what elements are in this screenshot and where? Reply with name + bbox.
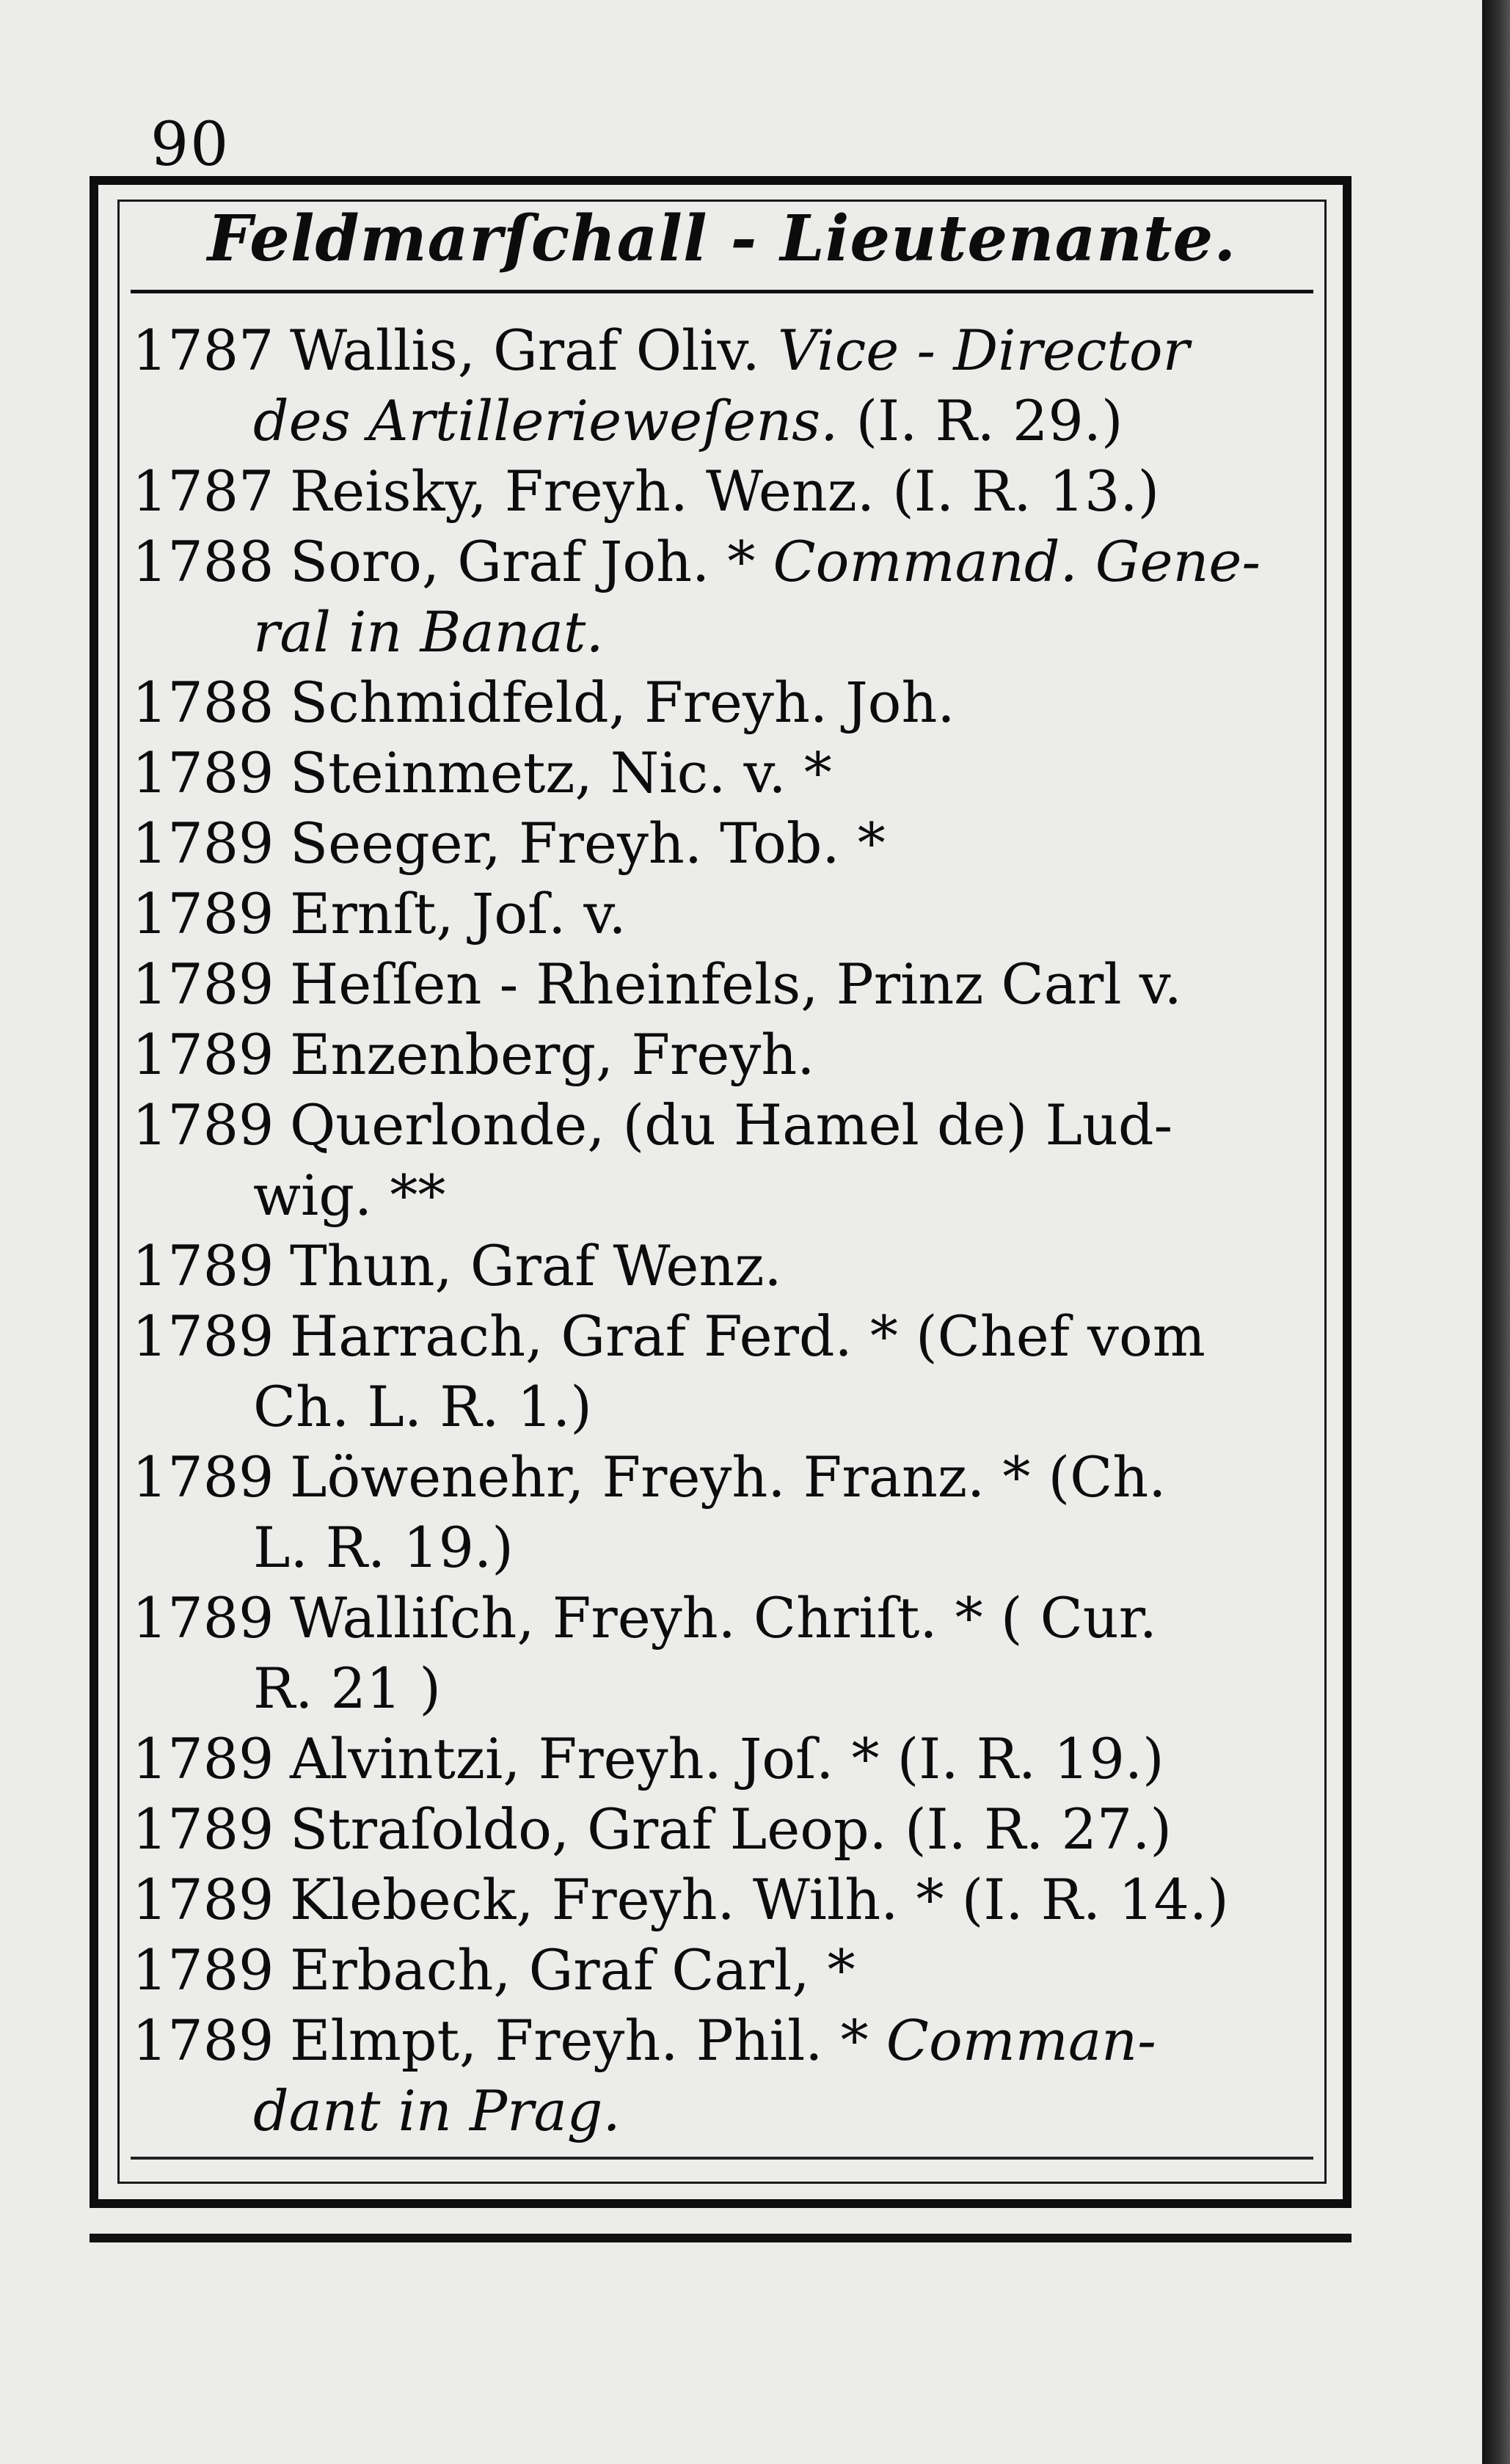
- list-item: [132, 1794, 1335, 1865]
- entry-year: 1789: [132, 1304, 274, 1369]
- entry-text: Elmpt, Freyh. Phil. *: [290, 2008, 869, 2073]
- entry-continuation: L. R. 19.): [253, 1515, 514, 1580]
- entry-text: Soro, Graf Joh. *: [290, 529, 756, 594]
- list-item: [132, 456, 1335, 527]
- entry-continuation-tail: (I. R. 29.): [856, 388, 1123, 453]
- entry-continuation: R. 21 ): [253, 1656, 442, 1721]
- entry-year: 1789: [132, 1585, 274, 1650]
- entry-continuation: ral in Banat.: [253, 599, 604, 665]
- entry-year: 1789: [132, 1937, 274, 2003]
- entry-year: 1789: [132, 1796, 274, 1862]
- entry-year: 1788: [132, 529, 274, 594]
- entry-title: Comman-: [886, 2008, 1156, 2073]
- entry-continuation: dant in Prag.: [253, 2078, 621, 2143]
- entry-year: 1787: [132, 318, 274, 383]
- entry-text: Alvintzi, Freyh. Joſ. * (I. R. 19.): [290, 1726, 1164, 1791]
- entry-continuation: wig. **: [253, 1163, 446, 1228]
- entry-year: 1788: [132, 670, 274, 735]
- page-edge-shadow: [1482, 0, 1510, 2464]
- entry-year: 1789: [132, 1092, 274, 1158]
- entry-text: Steinmetz, Nic. v. *: [290, 740, 832, 805]
- entry-text: Thun, Graf Wenz.: [290, 1233, 782, 1298]
- entry-year: 1789: [132, 1867, 274, 1932]
- list-item: [132, 668, 1335, 738]
- entry-text: Walliſch, Freyh. Chriſt. * ( Cur.: [290, 1585, 1157, 1650]
- entry-text: Schmidfeld, Freyh. Joh.: [290, 670, 955, 735]
- entry-title: Vice - Director: [777, 318, 1190, 383]
- entry-continuation: Ch. L. R. 1.): [253, 1374, 592, 1439]
- entry-text: Harrach, Graf Ferd. * (Chef vom: [290, 1304, 1206, 1369]
- entry-text: Reisky, Freyh. Wenz. (I. R. 13.): [290, 458, 1160, 524]
- list-item: [132, 1020, 1335, 1090]
- list-item: [132, 879, 1335, 949]
- entry-year: 1789: [132, 740, 274, 805]
- entry-year: 1789: [132, 1233, 274, 1298]
- entry-year: 1789: [132, 811, 274, 876]
- entry-year: 1789: [132, 1444, 274, 1510]
- list-item: [132, 1724, 1335, 1794]
- list-item: [132, 808, 1335, 879]
- entry-text: Löwenehr, Freyh. Franz. * (Ch.: [290, 1444, 1167, 1510]
- entry-year: 1789: [132, 2008, 274, 2073]
- entry-text: Straſoldo, Graf Leop. (I. R. 27.): [290, 1796, 1172, 1862]
- entry-year: 1789: [132, 1726, 274, 1791]
- list-item: [132, 1865, 1335, 1935]
- base-band: [90, 2234, 1352, 2242]
- entry-year: 1789: [132, 1022, 274, 1087]
- list-item: [132, 1935, 1335, 2006]
- list-item: [132, 1090, 1335, 1231]
- list-item: [132, 1301, 1335, 1442]
- list-item: [132, 527, 1335, 668]
- entry-list: [132, 315, 1335, 2146]
- entry-text: Seeger, Freyh. Tob. *: [290, 811, 886, 876]
- list-item: [132, 1583, 1335, 1724]
- entry-text: Enzenberg, Freyh.: [290, 1022, 815, 1087]
- list-item: [132, 1231, 1335, 1301]
- entry-continuation: des Artillerieweſens.: [253, 388, 839, 453]
- entry-year: 1789: [132, 951, 274, 1017]
- page-number: 90: [150, 110, 230, 180]
- entry-year: 1789: [132, 881, 274, 946]
- list-item: [132, 738, 1335, 808]
- header-rule: [131, 290, 1313, 293]
- entry-text: Heſſen - Rheinfels, Prinz Carl v.: [290, 951, 1182, 1017]
- entry-text: Ernſt, Joſ. v.: [290, 881, 627, 946]
- footer-rule: [131, 2157, 1313, 2160]
- entry-text: Erbach, Graf Carl, *: [290, 1937, 856, 2003]
- section-title: Feldmarſchall - Lieutenante.: [207, 202, 1237, 276]
- list-item: [132, 949, 1335, 1020]
- entry-text: Wallis, Graf Oliv.: [290, 318, 760, 383]
- list-item: [132, 315, 1335, 456]
- list-item: [132, 1442, 1335, 1583]
- entry-text: Klebeck, Freyh. Wilh. * (I. R. 14.): [290, 1867, 1229, 1932]
- list-item: [132, 2006, 1335, 2146]
- entry-title: Command. Gene-: [773, 529, 1261, 594]
- entry-year: 1787: [132, 458, 274, 524]
- entry-text: Querlonde, (du Hamel de) Lud-: [290, 1092, 1173, 1158]
